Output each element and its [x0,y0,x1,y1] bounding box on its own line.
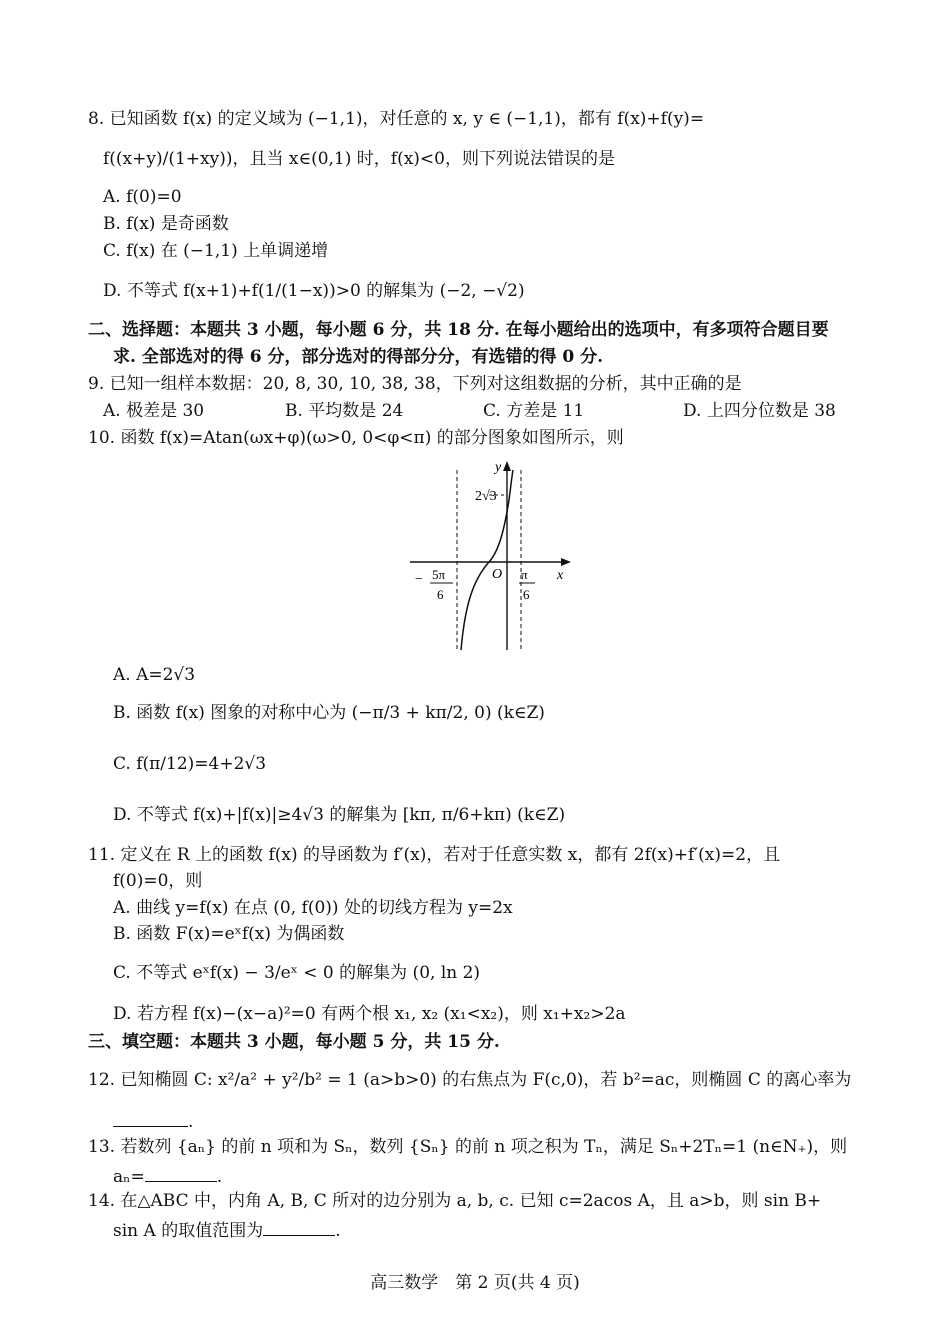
q8-option-b: B. f(x) 是奇函数 [103,214,229,234]
q13-answer-blank[interactable] [145,1163,217,1182]
x-axis-arrow-icon [561,558,571,566]
q11-option-c: C. 不等式 eˣf(x) − 3/eˣ < 0 的解集为 (0, ln 2) [113,963,481,983]
origin-label: O [492,567,503,582]
q9-stem: 9. 已知一组样本数据：20, 8, 30, 10, 38, 38，下列对这组数据的分析，其中正确的是 [88,374,742,394]
q10-stem: 10. 函数 f(x)=Atan(ωx+φ)(ω>0, 0<φ<π) 的部分图象如图所示，则 [88,428,624,448]
q10-option-a: A. A=2√3 [113,665,196,685]
q12-stem-line1: 12. 已知椭圆 C: x²/a² + y²/b² = 1 (a>b>0) 的右焦点为 F(c,0)，若 b²=ac，则椭圆 C 的离心率为 [88,1070,852,1090]
page-footer: 高三数学 第 2 页(共 4 页) [370,1273,580,1293]
q14-answer-blank[interactable] [263,1217,335,1236]
q8-option-c: C. f(x) 在 (−1,1) 上单调递增 [103,241,329,261]
q14-answer-line [113,1217,341,1242]
right-tick-numerator: π [521,567,528,582]
q12-answer-line [113,1108,193,1133]
right-tick-denominator: 6 [523,587,530,602]
q14-period: . [335,1221,341,1241]
q13-period: . [216,1167,223,1187]
section2-heading-line1: 二、选择题：本题共 3 小题，每小题 6 分，共 18 分. 在每小题给出的选项中，有多项符合题目要 [88,320,829,340]
left-tick-numerator: 5π [432,567,446,582]
q9-option-d: D. 上四分位数是 38 [683,401,836,421]
section2-heading-line2: 求. 全部选对的得 6 分，部分选对的得部分分，有选错的得 0 分. [113,347,604,367]
q11-stem-line2: f(0)=0，则 [113,871,203,891]
q13-stem-line1: 13. 若数列 {aₙ} 的前 n 项和为 Sₙ，数列 {Sₙ} 的前 n 项之积为 Tₙ，满足 Sₙ+2Tₙ=1 (n∈N₊)，则 [88,1137,848,1157]
q9-option-c: C. 方差是 11 [483,401,585,421]
y-axis-label: y [495,460,502,475]
x-axis-label: x [557,568,564,583]
left-tick-sign: − [415,572,423,587]
q12-answer-blank[interactable] [113,1108,188,1127]
y-axis-arrow-icon [503,461,511,471]
q13-answer-prefix: aₙ= [113,1167,145,1187]
q10-option-c: C. f(π/12)=4+2√3 [113,754,267,774]
q12-period: . [188,1112,194,1132]
q11-stem-line1: 11. 定义在 R 上的函数 f(x) 的导函数为 f′(x)，若对于任意实数 x，都有 2f(x)+f′(x)=2，且 [88,845,781,865]
q8-stem-line2: f((x+y)/(1+xy))，且当 x∈(0,1) 时，f(x)<0，则下列说法错误的是 [103,149,615,169]
q10-option-d: D. 不等式 f(x)+|f(x)|≥4√3 的解集为 [kπ, π/6+kπ) (k∈Z) [113,805,566,825]
section3-heading: 三、填空题：本题共 3 小题，每小题 5 分，共 15 分. [88,1032,500,1052]
q8-option-d: D. 不等式 f(x+1)+f(1/(1−x))>0 的解集为 (−2, −√2) [103,281,525,301]
q11-option-b: B. 函数 F(x)=eˣf(x) 为偶函数 [113,924,345,944]
tan-function-graph [405,455,575,655]
left-tick-denominator: 6 [437,587,444,602]
q14-answer-prefix: sin A 的取值范围为 [113,1221,264,1241]
q8-option-a: A. f(0)=0 [103,187,182,207]
q8-stem-line1: 8. 已知函数 f(x) 的定义域为 (−1,1)，对任意的 x, y ∈ (−1,1)，都有 f(x)+f(y)= [88,109,705,129]
q10-option-b: B. 函数 f(x) 图象的对称中心为 (−π/3 + kπ/2, 0) (k∈Z) [113,703,545,723]
q9-option-a: A. 极差是 30 [103,401,205,421]
q11-option-a: A. 曲线 y=f(x) 在点 (0, f(0)) 处的切线方程为 y=2x [113,898,513,918]
y-tick-label: 2√3 [475,489,497,504]
q11-option-d: D. 若方程 f(x)−(x−a)²=0 有两个根 x₁, x₂ (x₁<x₂)，则 x₁+x₂>2a [113,1004,626,1024]
q13-answer-line [113,1163,222,1188]
q14-stem-line1: 14. 在△ABC 中，内角 A, B, C 所对的边分别为 a, b, c. 已知 c=2acos A，且 a>b，则 sin B+ [88,1191,822,1211]
q9-option-b: B. 平均数是 24 [285,401,404,421]
